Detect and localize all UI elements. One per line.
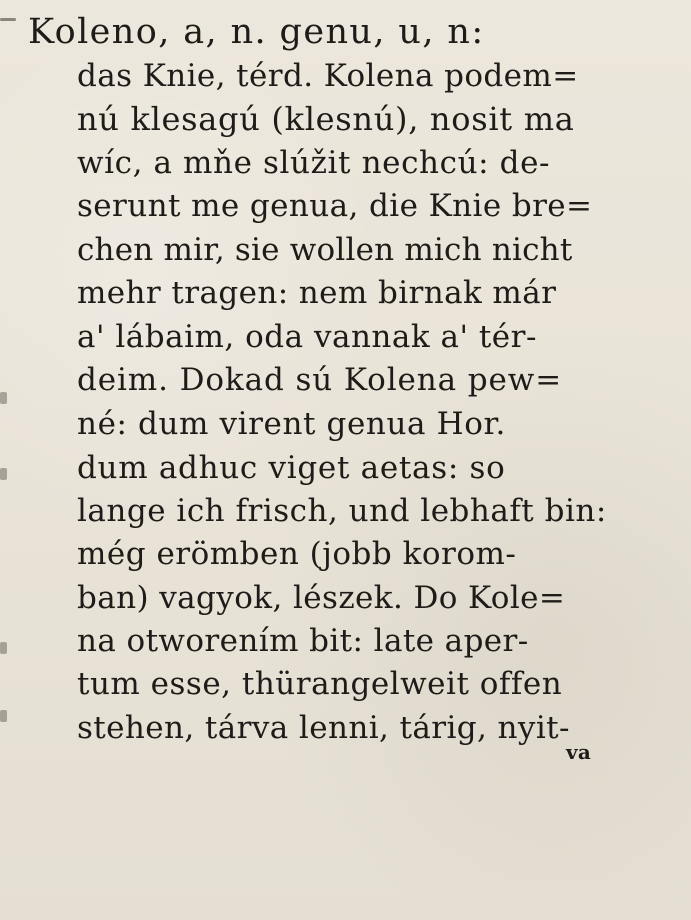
text-line: lange ich frisch, und lebhaft bin: xyxy=(77,493,607,529)
text-line: mehr tragen: nem birnak már xyxy=(77,275,557,311)
text-line: dum adhuc viget aetas: so xyxy=(77,450,506,486)
text-line: deim. Dokad sú Kolena pew= xyxy=(77,362,563,398)
text-line: wíc, a mňe slúžit nechcú: de- xyxy=(77,145,551,181)
edge-mark xyxy=(0,710,7,722)
text-line: nú klesagú (klesnú), nosit ma xyxy=(77,100,575,138)
text-line: a' lábaim, oda vannak a' tér- xyxy=(77,319,537,355)
edge-mark xyxy=(0,642,7,654)
catchword: va xyxy=(566,740,592,764)
edge-mark xyxy=(0,468,7,480)
text-line: még erömben (jobb korom- xyxy=(77,536,517,572)
edge-mark xyxy=(0,18,16,21)
text-line: na otworením bit: late aper- xyxy=(77,623,529,659)
text-line: né: dum virent genua Hor. xyxy=(77,406,506,442)
text-line: serunt me genua, die Knie bre= xyxy=(77,188,593,224)
text-line: chen mir, sie wollen mich nicht xyxy=(77,232,573,268)
edge-mark xyxy=(0,392,7,404)
text-line: stehen, tárva lenni, tárig, nyit- xyxy=(77,710,570,746)
text-line: ban) vagyok, lészek. Do Kole= xyxy=(77,580,566,616)
text-line: Koleno, a, n. genu, u, n: xyxy=(28,12,485,52)
left-edge-marks xyxy=(0,0,18,920)
text-line: das Knie, térd. Kolena podem= xyxy=(77,58,579,94)
text-line: tum esse, thürangelweit offen xyxy=(77,666,563,702)
